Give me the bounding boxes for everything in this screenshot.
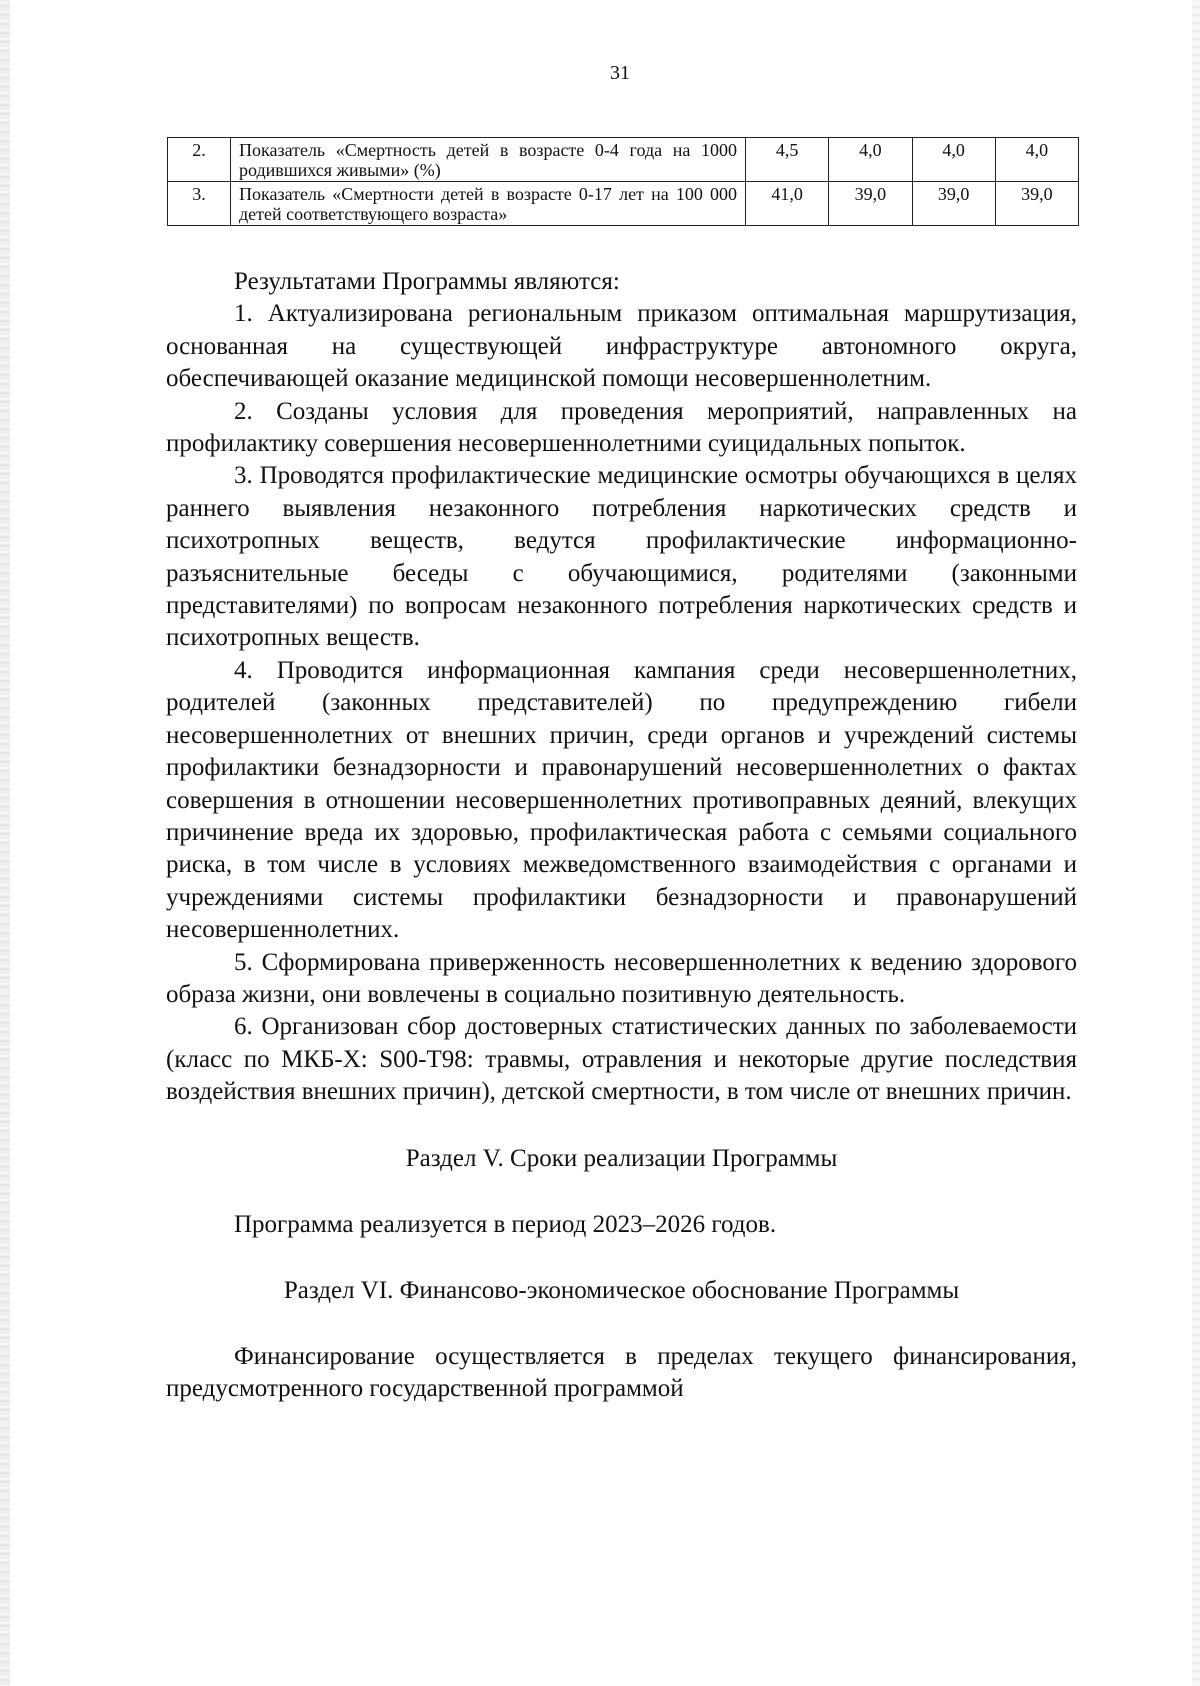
indicator-value: 39,0 bbox=[829, 182, 912, 226]
results-intro: Результатами Программы являются: bbox=[234, 268, 620, 295]
section-paragraph: Финансирование осуществляется в пределах текущего финансирования, предусмотренного государственной программой bbox=[166, 1342, 1077, 1403]
table-row bbox=[168, 138, 1079, 182]
scan-edge-right bbox=[1192, 0, 1200, 1686]
indicator-description: Показатель «Смертность детей в возрасте 0-4 года на 1000 родившихся живыми» (%) bbox=[231, 138, 746, 182]
section-heading: Раздел VI. Финансово-экономическое обоснование Программы bbox=[283, 1276, 960, 1304]
indicator-value: 4,0 bbox=[912, 138, 995, 182]
indicator-value: 4,0 bbox=[829, 138, 912, 182]
section-heading: Раздел V. Сроки реализации Программы bbox=[405, 1144, 838, 1172]
indicators-table bbox=[167, 137, 1079, 226]
scan-edge-left bbox=[0, 0, 10, 1686]
row-number: 3. bbox=[168, 182, 231, 226]
indicator-value: 39,0 bbox=[912, 182, 995, 226]
section-paragraph: Программа реализуется в период 2023–2026 годов. bbox=[234, 1210, 777, 1238]
indicator-value: 4,0 bbox=[995, 138, 1078, 182]
result-item: 5. Сформирована приверженность несовершеннолетних к ведению здорового образа жизни, они вовлечены в социально позитивную деятельность. bbox=[166, 948, 1077, 1008]
document-body bbox=[166, 266, 1077, 1406]
row-number: 2. bbox=[168, 138, 231, 182]
indicator-value: 39,0 bbox=[995, 182, 1078, 226]
table-row bbox=[168, 182, 1079, 226]
result-item: 3. Проводятся профилактические медицинские осмотры обучающихся в целях раннего выявления незаконного потребления наркотических средств и психотропных веществ, ведутся профилактические информационно-разъяснительные беседы с обучающимися, родителями (законными представителями) по вопросам незаконного потребления наркотических средств и психотропных веществ. bbox=[166, 462, 1077, 652]
page-number: 31 bbox=[610, 62, 630, 84]
indicator-value: 41,0 bbox=[746, 182, 829, 226]
result-item: 4. Проводится информационная кампания среди несовершеннолетних, родителей (законных представителей) по предупреждению гибели несовершеннолетних от внешних причин, среди органов и учреждений системы профилактики безнадзорности и правонарушений несовершеннолетних о фактах совершения в отношении несовершеннолетних противоправных деяний, влекущих причинение вреда их здоровью, профилактическая работа с семьями социального риска, в том числе в условиях межведомственного взаимодействия с органами и учреждениями системы профилактики безнадзорности и правонарушений несовершеннолетних. bbox=[166, 656, 1077, 944]
indicator-value: 4,5 bbox=[746, 138, 829, 182]
indicator-description: Показатель «Смертности детей в возрасте 0-17 лет на 100 000 детей соответствующего возраста» bbox=[231, 182, 746, 226]
result-item: 2. Созданы условия для проведения мероприятий, направленных на профилактику совершения несовершеннолетними суицидальных попыток. bbox=[166, 397, 1077, 458]
result-item: 6. Организован сбор достоверных статистических данных по заболеваемости (класс по МКБ-Х: S00-T98: травмы, отравления и некоторые другие последствия воздействия внешних причин), детской смертности, в том числе от внешних причин. bbox=[166, 1013, 1077, 1106]
result-item: 1. Актуализирована региональным приказом оптимальная маршрутизация, основанная на существующей инфраструктуре автономного округа, обеспечивающей оказание медицинской помощи несовершеннолетним. bbox=[166, 300, 1077, 393]
